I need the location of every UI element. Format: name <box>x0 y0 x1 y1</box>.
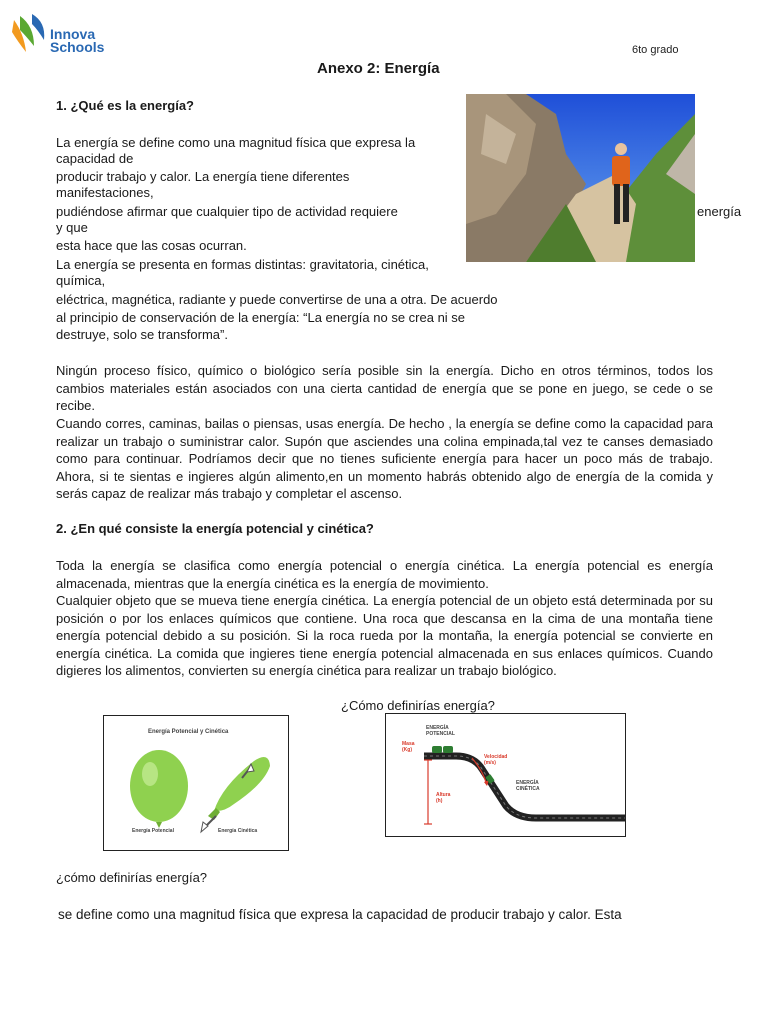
section1-heading: 1. ¿Qué es la energía? <box>56 98 194 113</box>
s1-line-2: capacidad de <box>56 151 134 166</box>
hiker-photo <box>466 94 695 262</box>
s1-paragraph-2: Ningún proceso físico, químico o biológico sería posible sin la energía. Dicho en otros términos, todos los cambios materiales están asociados con una cierta cantidad de energía que se pone en juego, se cede o se recibe. <box>56 363 713 413</box>
coaster-label-velocity: Velocidad (m/s) <box>484 754 508 766</box>
s1-line-1: La energía se define como una magnitud física que expresa la <box>56 135 416 150</box>
coaster-label-kinetic: ENERGÍA CINÉTICA <box>516 780 540 792</box>
balloon-label-potential: Energía Potencial <box>132 828 174 834</box>
s1-paragraph-3: Cuando corres, caminas, bailas o piensas, usas energía. De hecho , la energía se define como la capacidad para realizar un trabajo o suministrar calor. Supón que asciendes una colina empinada,tal vez te canses demasiado como para continuar. Podríamos decir que no tienes suficiente energía para hacer un poco más de trabajo. Ahora, si te sientas e ingieres algún alimento,en un momento habrás obtenido algo de energía de la comida y serás capaz de realizar más trabajo y completar el ascenso. <box>56 416 713 501</box>
answer-text: se define como una magnitud física que expresa la capacidad de producir trabajo y calor. Esta <box>58 907 622 922</box>
balloon-label-kinetic: Energía Cinética <box>218 828 258 834</box>
s1-line-3: producir trabajo y calor. La energía tiene diferentes <box>56 169 350 184</box>
s1-line-10: química, <box>56 273 106 288</box>
logo-mark-icon <box>10 12 48 54</box>
coaster-illustration <box>386 714 625 836</box>
define-question-center: ¿Cómo definirías energía? <box>341 698 495 713</box>
s1-line-8: esta hace que las cosas ocurran. <box>56 238 247 253</box>
school-logo <box>10 12 110 58</box>
s1-line-12: al principio de conservación de la energía: “La energía no se crea ni se <box>56 310 466 325</box>
balloon-figure-title: Energía Potencial y Cinética <box>148 729 229 735</box>
coaster-label-potential: ENERGÍA POTENCIAL <box>426 725 455 737</box>
s2-paragraph-2: Cualquier objeto que se mueva tiene energía cinética. La energía potencial de un objeto está determinada por su posición o por los enlaces químicos que contiene. Una roca que descansa en la cima de una montaña tiene energía potencial debido a su posición. Si la roca rueda por la montaña, la energía potencial se convierte en energía cinética. La comida que ingieres tiene energía potencial almacenada en sus enlaces químicos. Cuando digieres los alimentos, convierten su energía cinética para realizar un trabajo biológico. <box>56 593 713 678</box>
s1-line-9: La energía se presenta en formas distintas: gravitatoria, cinética, <box>56 257 429 272</box>
logo-line1: Innova <box>50 26 96 42</box>
s1-line-5: pudiéndose afirmar que cualquier tipo de actividad requiere <box>56 204 398 219</box>
grade-label: 6to grado <box>632 44 679 56</box>
coaster-label-mass: Masa (Kg) <box>402 741 415 753</box>
s1-line-7: y que <box>56 220 88 235</box>
section2-heading: 2. ¿En qué consiste la energía potencial y cinética? <box>56 521 374 536</box>
s2-paragraph-1: Toda la energía se clasifica como energía potencial o energía cinética. La energía potencial es energía almacenada, mientras que la energía cinética es la energía de movimiento. <box>56 558 713 591</box>
logo-line2: Schools <box>50 39 105 55</box>
balloon-figure <box>103 715 289 851</box>
s1-line-6: energía <box>697 204 742 219</box>
coaster-label-height: Altura (h) <box>436 792 451 804</box>
s1-line-11: eléctrica, magnética, radiante y puede convertirse de una a otra. De acuerdo <box>56 292 498 307</box>
page-title: Anexo 2: Energía <box>317 60 440 77</box>
s1-line-13: destruye, solo se transforma”. <box>56 327 228 342</box>
coaster-figure <box>385 713 626 837</box>
s1-line-4: manifestaciones, <box>56 185 154 200</box>
answer-question: ¿cómo definirías energía? <box>56 870 208 885</box>
